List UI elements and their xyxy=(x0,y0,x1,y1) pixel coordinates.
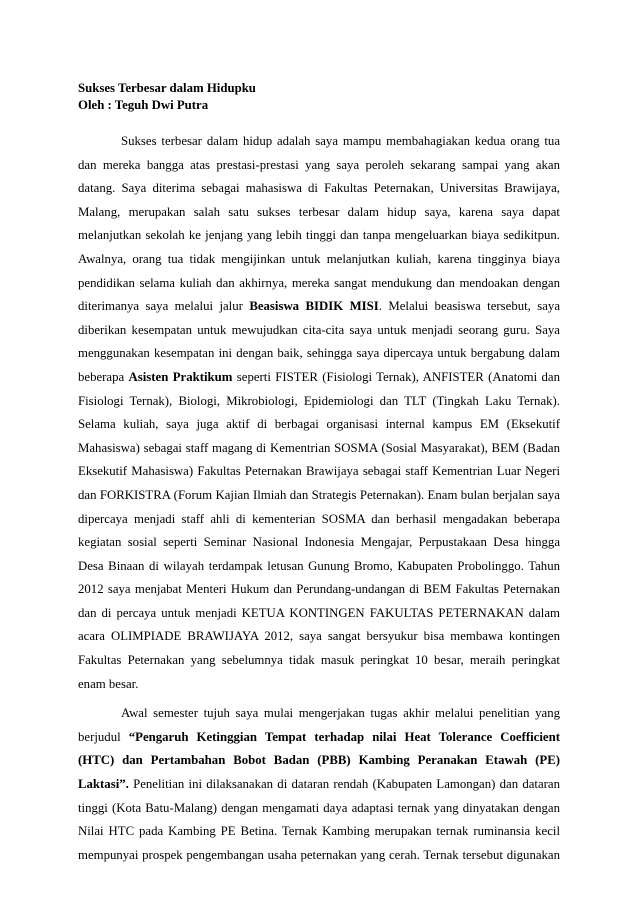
text-run: dan FORKISTRA (Forum Kajian Ilmiah dan Strategis Peternakan). Enam bulan berjalan saya xyxy=(78,487,560,502)
text-line xyxy=(78,295,560,319)
text-line xyxy=(78,797,560,821)
author-line: Oleh : Teguh Dwi Putra xyxy=(78,98,209,112)
paragraph xyxy=(78,130,560,696)
text-run: Eksekutif Mahasiswa) Fakultas Peternakan Brawijaya sebagai staff Kementrian Luar Negeri xyxy=(78,464,560,479)
text-line xyxy=(78,702,560,726)
text-run: diberikan kesempatan untuk mewujudkan cita-cita saya untuk menjadi seorang guru. Saya xyxy=(78,322,560,337)
text-line xyxy=(78,649,560,673)
text-run: beberapa xyxy=(78,369,129,384)
text-line xyxy=(78,749,560,773)
text-run: berjudul xyxy=(78,729,129,744)
text-run: dan di percaya untuk menjadi KETUA KONTINGEN FAKULTAS PETERNAKAN dalam xyxy=(78,605,560,620)
bold-text-run: “Pengaruh Ketinggian Tempat terhadap nilai Heat Tolerance Coefficient xyxy=(128,729,560,744)
text-line xyxy=(78,366,560,390)
text-line xyxy=(78,319,560,343)
text-run: Nilai HTC pada Kambing PE Betina. Ternak Kambing merupakan ternak ruminansia kecil xyxy=(78,824,560,839)
text-line xyxy=(78,177,560,201)
text-run: Penelitian ini dilaksanakan di dataran rendah (Kabupaten Lamongan) dan dataran xyxy=(128,777,560,792)
text-line xyxy=(78,342,560,366)
text-line xyxy=(78,272,560,296)
text-run: seperti FISTER (Fisiologi Ternak), ANFISTER (Anatomi dan xyxy=(236,369,560,384)
text-run: Awal semester tujuh saya mulai mengerjakan tugas akhir melalui penelitian yang xyxy=(121,706,560,721)
text-run: melanjutkan sekolah ke jenjang yang lebih tinggi dan tanpa mengeluarkan biaya sedikitpun. xyxy=(78,228,560,243)
text-run: Mahasiswa) sebagai staff magang di Kementrian SOSMA (Sosial Masyarakat), BEM (Badan xyxy=(78,440,560,455)
text-line xyxy=(78,820,560,844)
text-line xyxy=(78,224,560,248)
text-run: Fisiologi Ternak), Biologi, Mikrobiologi, Epidemiologi dan TLT (Tingkah Laku Ternak). xyxy=(78,393,560,408)
text-line xyxy=(78,460,560,484)
text-run: acara OLIMPIADE BRAWIJAYA 2012, saya sangat bersyukur bisa membawa kontingen xyxy=(78,629,560,644)
text-run: Fakultas Peternakan yang sebelumnya tidak masuk peringkat 10 besar, meraih peringkat xyxy=(78,653,560,668)
text-run: dipercaya menjadi staff ahli di kementerian SOSMA dan berhasil mengadakan beberapa xyxy=(78,511,560,526)
text-line xyxy=(78,130,560,154)
text-line xyxy=(78,437,560,461)
text-run: kegiatan sosial seperti Seminar Nasional Indonesia Mengajar, Perpustakaan Desa hingga xyxy=(78,535,560,550)
text-run: . Melalui beasiswa tersebut, saya xyxy=(378,299,561,314)
text-line xyxy=(78,602,560,626)
bold-text-run: Beasiswa BIDIK MISI xyxy=(249,299,379,314)
text-line xyxy=(78,154,560,178)
text-run: pendidikan selama kuliah dan akhirnya, mereka sangat mendukung dan mendoakan dengan xyxy=(78,275,560,290)
text-line xyxy=(78,673,560,697)
text-run: tinggi (Kota Batu-Malang) dengan mengamati daya adaptasi ternak yang dinyatakan dengan xyxy=(78,800,560,815)
text-line xyxy=(78,413,560,437)
text-run: Malang, merupakan salah satu sukses terbesar dalam hidup saya, karena saya dapat xyxy=(78,204,560,219)
text-run: Desa Binaan di wilayah terdampak letusan Gunung Bromo, Kabupaten Probolinggo. Tahun xyxy=(78,558,560,573)
document-header xyxy=(78,80,560,114)
text-run: menggunakan kesempatan ini dengan baik, sehingga saya dipercaya untuk bergabung dalam xyxy=(78,346,560,361)
text-run: dan mereka bangga atas prestasi-prestasi yang saya peroleh sekarang sampai yang akan xyxy=(78,157,560,172)
text-line xyxy=(78,555,560,579)
bold-text-run: Asisten Praktikum xyxy=(128,369,237,384)
bold-text-run: Laktasi”. xyxy=(78,777,129,792)
text-line xyxy=(78,390,560,414)
document-title: Sukses Terbesar dalam Hidupku xyxy=(78,81,256,95)
text-line xyxy=(78,578,560,602)
document-body xyxy=(78,130,560,867)
text-line xyxy=(78,726,560,750)
text-run: datang. Saya diterima sebagai mahasiswa di Fakultas Peternakan, Universitas Brawijaya, xyxy=(78,181,560,196)
text-line xyxy=(78,201,560,225)
text-run: 2012 saya menjabat Menteri Hukum dan Perundang-undangan di BEM Fakultas Peternakan xyxy=(78,582,560,597)
text-line xyxy=(78,248,560,272)
text-line xyxy=(78,484,560,508)
text-line xyxy=(78,508,560,532)
bold-text-run: (HTC) dan Pertambahan Bobot Badan (PBB) Kambing Peranakan Etawah (PE) xyxy=(78,753,560,768)
text-run: enam besar. xyxy=(78,676,139,691)
text-line xyxy=(78,773,560,797)
text-run: Selama kuliah, saya juga aktif di berbagai organisasi internal kampus EM (Eksekutif xyxy=(78,417,560,432)
text-line xyxy=(78,625,560,649)
text-run: mempunyai prospek pengembangan usaha peternakan yang cerah. Ternak tersebut digunakan xyxy=(78,847,560,862)
text-run: diterimanya saya melalui jalur xyxy=(78,299,250,314)
text-run: Sukses terbesar dalam hidup adalah saya mampu membahagiakan kedua orang tua xyxy=(121,134,560,148)
text-line xyxy=(78,531,560,555)
paragraph xyxy=(78,702,560,867)
text-line xyxy=(78,844,560,868)
text-run: Awalnya, orang tua tidak mengijinkan untuk melanjutkan kuliah, karena tingginya biaya xyxy=(78,251,560,266)
